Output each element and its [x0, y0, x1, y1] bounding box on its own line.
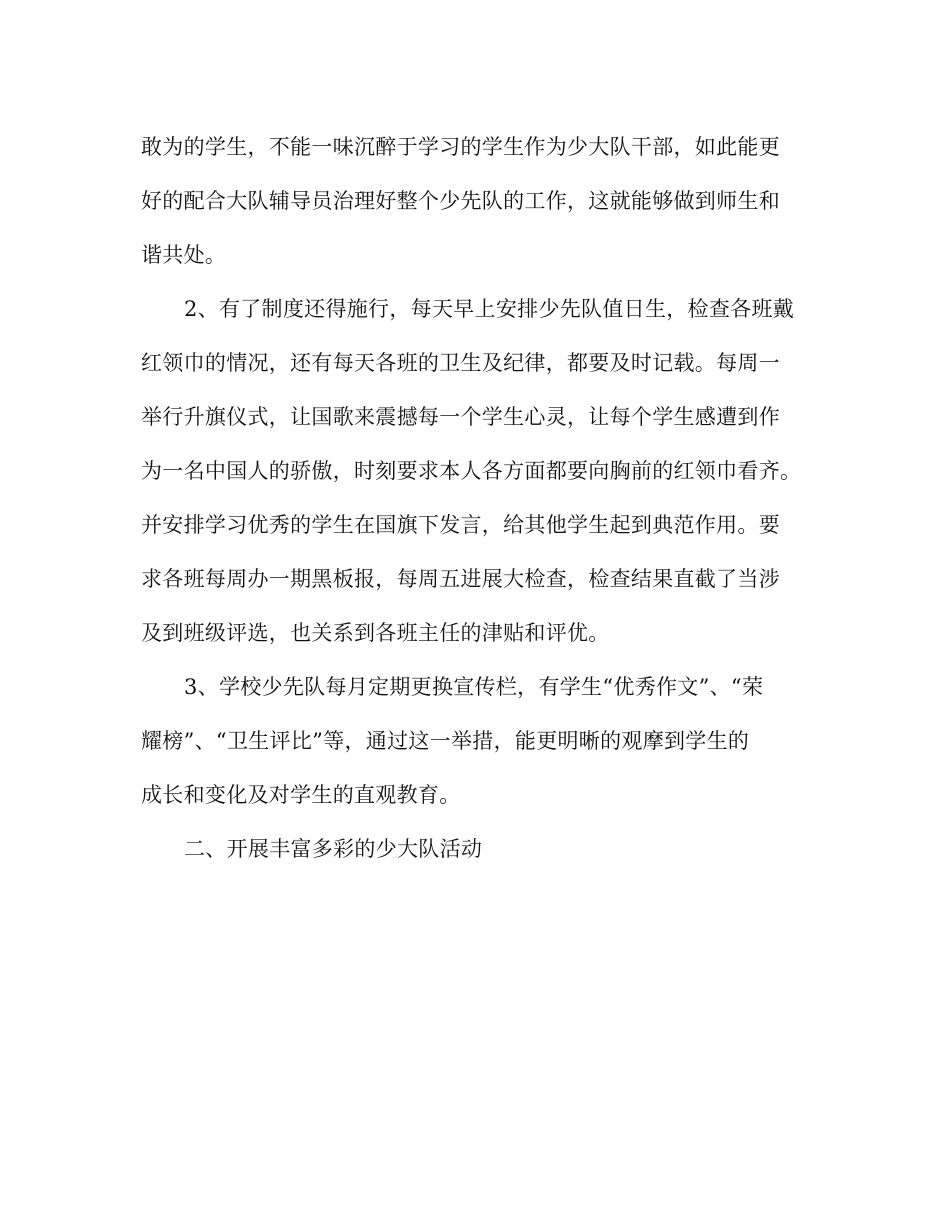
text-line: 及到班级评选，也关系到各班主任的津贴和评优。 — [141, 621, 610, 645]
text-line: 敢为的学生，不能一味沉醉于学习的学生作为少大队干部，如此能更 — [141, 135, 780, 159]
text-line: 求各班每周办一期黑板报，每周五进展大检查，检查结果直截了当涉 — [141, 567, 780, 591]
paragraph-3-start: 3、学校少先队每月定期更换宣传栏，有学生“优秀作文”、“荣 — [184, 675, 764, 699]
text-line: 成长和变化及对学生的直观教育。 — [141, 783, 461, 807]
body-text — [141, 120, 816, 876]
text-line: 谐共处。 — [141, 243, 227, 267]
text-line: 举行升旗仪式，让国歌来震撼每一个学生心灵，让每个学生感遭到作 — [141, 405, 780, 429]
text-line: 红领巾的情况，还有每天各班的卫生及纪律，都要及时记载。每周一 — [141, 351, 780, 375]
text-line: 耀榜”、“卫生评比”等，通过这一举措，能更明晰的观摩到学生的 — [141, 729, 750, 753]
text-line: 为一名中国人的骄傲，时刻要求本人各方面都要向胸前的红领巾看齐。 — [141, 459, 802, 483]
text-line: 好的配合大队辅导员治理好整个少先队的工作，这就能够做到师生和 — [141, 189, 780, 213]
text-line: 并安排学习优秀的学生在国旗下发言，给其他学生起到典范作用。要 — [141, 513, 780, 537]
section-heading: 二、开展丰富多彩的少大队活动 — [184, 837, 483, 861]
paragraph-2-start: 2、有了制度还得施行，每天早上安排少先队值日生，检查各班戴 — [184, 297, 795, 321]
